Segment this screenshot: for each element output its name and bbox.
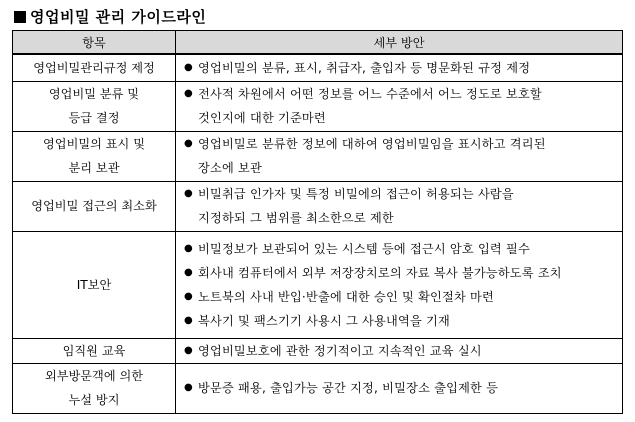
item-label: IT보안: [76, 277, 112, 292]
table-row: [13, 338, 623, 363]
plan-bullet: [184, 82, 618, 130]
plan-cell: [176, 181, 623, 231]
plan-line: 영업비밀보호에 관한 정기적이고 지속적인 교육 실시: [198, 343, 482, 358]
plan-cell: [176, 131, 623, 181]
item-cell: [13, 181, 176, 231]
bullet-dot-icon: ●: [184, 88, 193, 99]
plan-text: [198, 376, 618, 400]
plan-bullet: [184, 182, 618, 230]
plan-bullet: [184, 56, 618, 80]
header-plan: 세부 방안: [176, 31, 623, 55]
plan-line: 영업비밀로 분류한 정보에 대하여 영업비밀임을 표시하고 격리된: [198, 137, 546, 151]
plan-cell: [176, 231, 623, 338]
item-label: 분리 보관: [68, 161, 120, 175]
plan-text: [198, 56, 618, 80]
item-cell: [13, 338, 176, 363]
bullet-dot-icon: ●: [184, 242, 193, 254]
bullet-dot-icon: ●: [184, 314, 193, 326]
plan-text: [198, 132, 618, 180]
bullet-dot-icon: ●: [184, 266, 193, 278]
item-cell: [13, 231, 176, 338]
plan-line: 장소에 보관: [198, 161, 262, 175]
plan-line: 회사내 컴퓨터에서 외부 저장장치로의 자료 복사 불가능하도록 조치: [198, 265, 562, 280]
bullet-dot-icon: ●: [184, 290, 193, 302]
table-row: [13, 131, 623, 181]
plan-cell: [176, 338, 623, 363]
plan-line: 복사기 및 팩스기기 사용시 그 사용내역을 기재: [198, 313, 450, 328]
bullet-dot-icon: ●: [184, 344, 193, 356]
page-title: [14, 6, 206, 27]
item-cell: [13, 363, 176, 413]
plan-bullet: [184, 237, 618, 261]
plan-line: 전사적 차원에서 어떤 정보를 어느 수준에서 어느 정도로 보호할: [198, 87, 542, 101]
plan-line: 영업비밀의 분류, 표시, 취급자, 출입자 등 명문화된 규정 제정: [198, 60, 531, 75]
item-label: 영업비밀관리규정 제정: [33, 60, 155, 75]
guideline-table: [12, 30, 623, 414]
plan-bullet: [184, 261, 618, 285]
plan-text: [198, 182, 618, 230]
plan-line: 노트북의 사내 반입·반출에 대한 승인 및 확인절차 마련: [198, 289, 495, 304]
plan-text: [198, 261, 618, 285]
plan-cell: [176, 363, 623, 413]
item-label: 영업비밀 접근의 최소화: [31, 199, 157, 213]
plan-text: [198, 82, 618, 130]
item-label: 등급 결정: [68, 111, 120, 125]
item-label: 임직원 교육: [62, 343, 126, 358]
plan-line: 것인지에 대한 기준마련: [198, 111, 326, 125]
plan-line: 비밀정보가 보관되어 있는 시스템 등에 접근시 암호 입력 필수: [198, 241, 530, 256]
square-bullet-icon: [14, 11, 26, 23]
plan-bullet: [184, 339, 618, 363]
plan-bullet: [184, 309, 618, 333]
header-item: 항목: [13, 31, 176, 55]
item-cell: [13, 54, 176, 81]
item-cell: [13, 131, 176, 181]
table-row: [13, 363, 623, 413]
table-row: [13, 54, 623, 81]
bullet-dot-icon: ●: [184, 188, 193, 199]
plan-line: 비밀취급 인가자 및 특정 비밀에의 접근이 허용되는 사람을: [198, 187, 514, 201]
bullet-dot-icon: ●: [184, 138, 193, 149]
item-label: 외부방문객에 의한: [44, 369, 144, 383]
plan-line: 지정하되 그 범위를 최소한으로 제한: [198, 211, 394, 225]
table-row: [13, 231, 623, 338]
table-body: [13, 54, 623, 413]
item-label: 누설 방지: [68, 393, 120, 407]
plan-bullet: [184, 376, 618, 400]
plan-cell: [176, 54, 623, 81]
plan-text: [198, 285, 618, 309]
table-row: [13, 181, 623, 231]
table-row: [13, 81, 623, 131]
plan-text: [198, 309, 618, 333]
plan-text: [198, 237, 618, 261]
table-header-row: [13, 31, 623, 55]
page-title-text: 영업비밀 관리 가이드라인: [30, 8, 207, 26]
plan-bullet: [184, 285, 618, 309]
bullet-dot-icon: ●: [184, 61, 193, 73]
item-label: 영업비밀의 표시 및: [43, 137, 145, 151]
plan-bullet: [184, 132, 618, 180]
item-label: 영업비밀 분류 및: [48, 87, 140, 101]
plan-text: [198, 339, 618, 363]
plan-line: 방문증 패용, 출입가능 공간 지정, 비밀장소 출입제한 등: [198, 381, 499, 395]
bullet-dot-icon: ●: [184, 382, 193, 393]
item-cell: [13, 81, 176, 131]
plan-cell: [176, 81, 623, 131]
